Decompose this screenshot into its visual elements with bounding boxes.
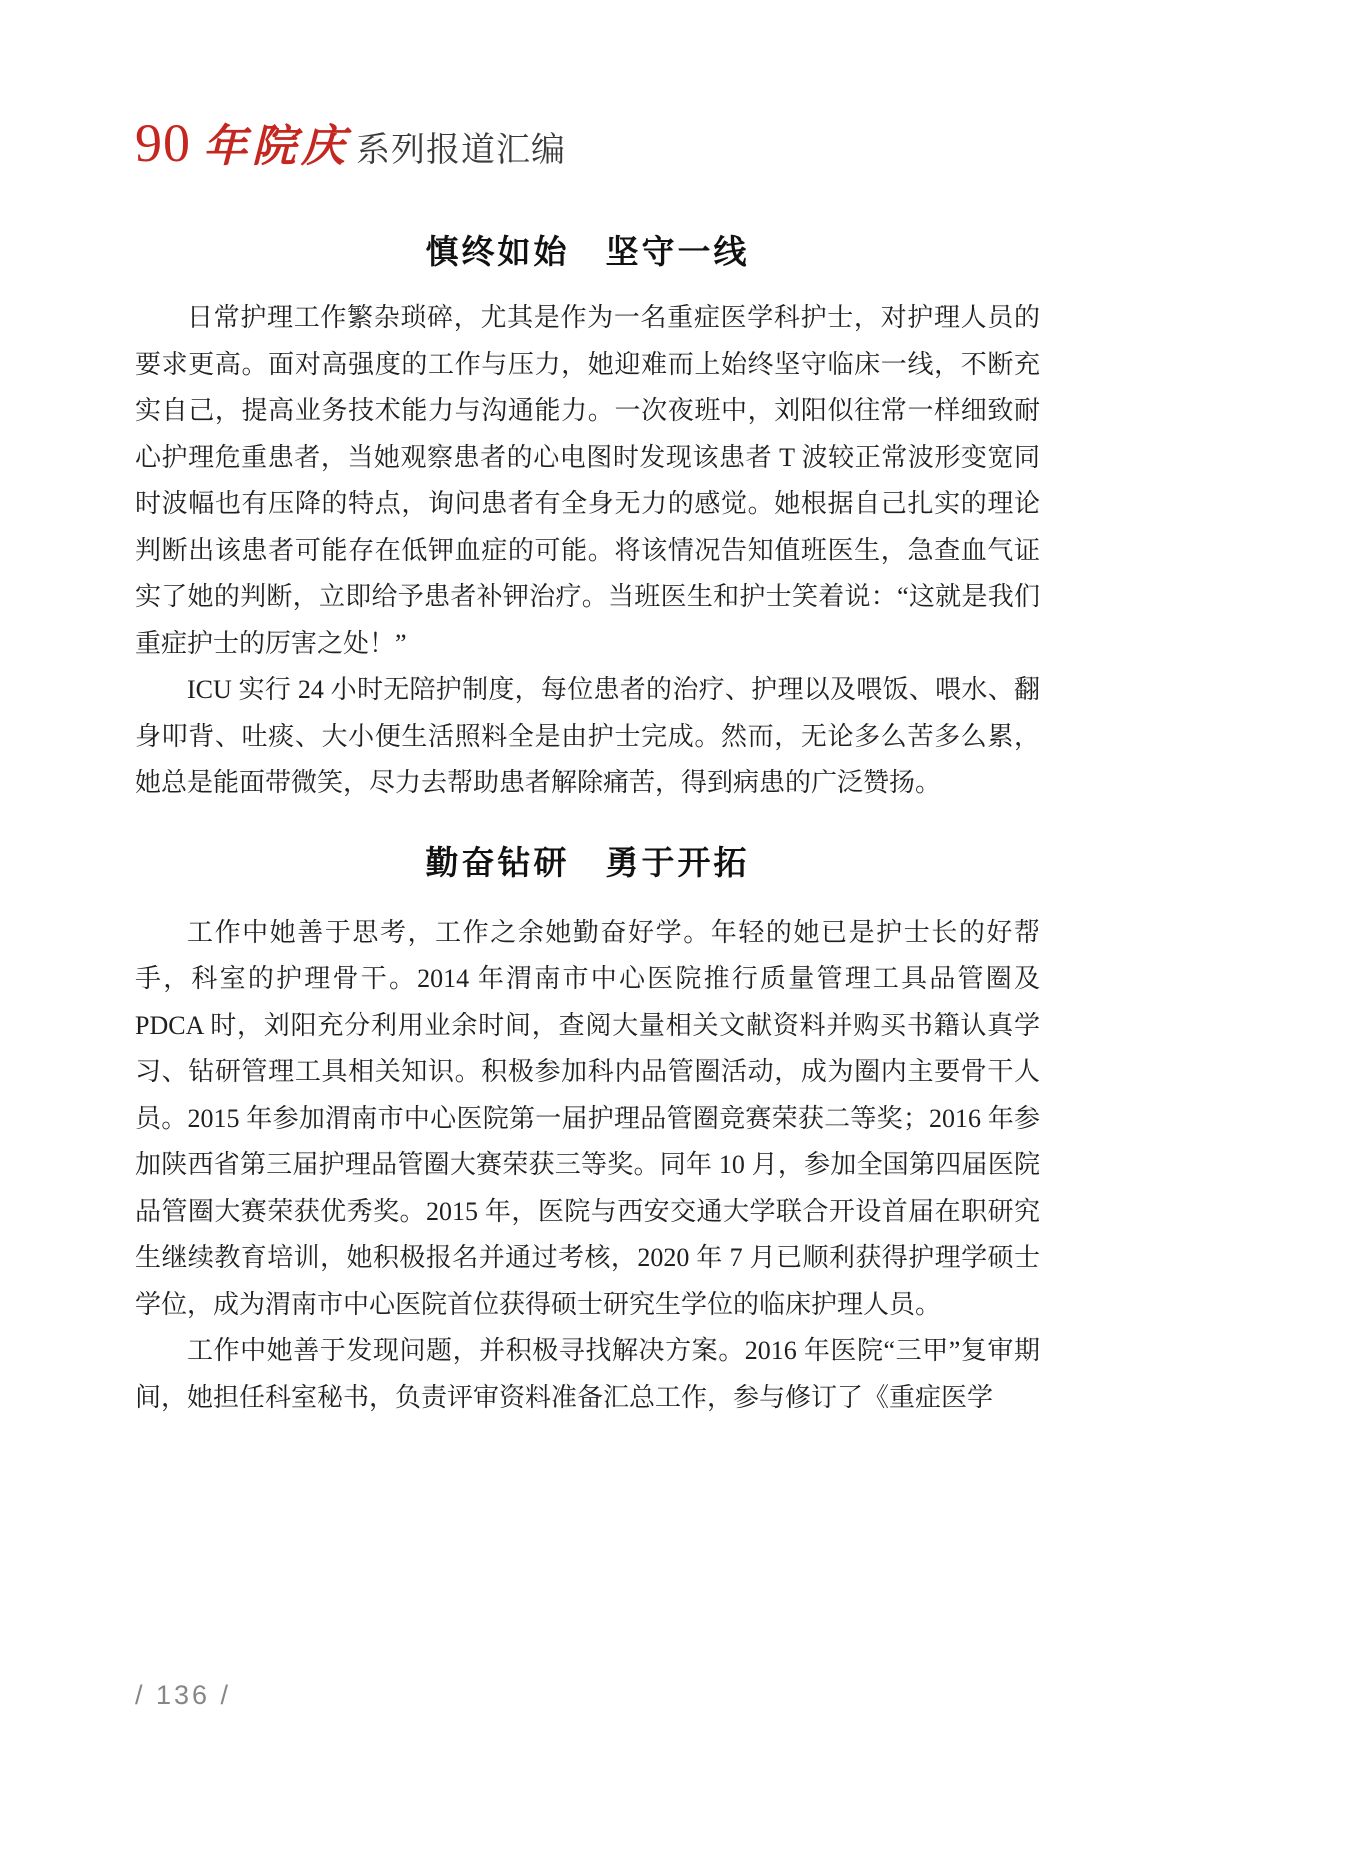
page-content: [135, 112, 1040, 1421]
brand-suffix-text: 系列报道汇编: [356, 131, 566, 169]
paragraph: 工作中她善于思考，工作之余她勤奋好学。年轻的她已是护士长的好帮手，科室的护理骨干。2014 年渭南市中心医院推行质量管理工具品管圈及 PDCA 时，刘阳充分利用业余时间，查阅大量相关文献资料并购买书籍认真学习、钻研管理工具相关知识。积极参加科内品管圈活动，成为圈内主要骨干人员。2015 年参加渭南市中心医院第一届护理品管圈竞赛荣获二等奖；2016 年参加陕西省第三届护理品管圈大赛荣获三等奖。同年 10 月，参加全国第四届医院品管圈大赛荣获优秀奖。2015 年，医院与西安交通大学联合开设首届在职研究生继续教育培训，她积极报名并通过考核，2020 年 7 月已顺利获得护理学硕士学位，成为渭南市中心医院首位获得硕士研究生学位的临床护理人员。: [135, 917, 1040, 1319]
paragraph: ICU 实行 24 小时无陪护制度，每位患者的治疗、护理以及喂饭、喂水、翻身叩背、吐痰、大小便生活照料全是由护士完成。然而，无论多么苦多么累，她总是能面带微笑，尽力去帮助患者解除痛苦，得到病患的广泛赞扬。: [135, 675, 1040, 797]
brand-number: 90: [135, 113, 191, 173]
section-title-1: 慎终如始 坚守一线: [425, 232, 750, 271]
section-title-2: 勤奋钻研 勇于开拓: [425, 842, 750, 882]
paragraph: 工作中她善于发现问题，并积极寻找解决方案。2016 年医院“三甲”复审期间，她担任科室秘书，负责评审资料准备汇总工作，参与修订了《重症医学: [135, 1336, 1040, 1412]
paragraph: 日常护理工作繁杂琐碎，尤其是作为一名重症医学科护士，对护理人员的要求更高。面对高强度的工作与压力，她迎难而上始终坚守临床一线，不断充实自己，提高业务技术能力与沟通能力。一次夜班中，刘阳似往常一样细致耐心护理危重患者，当她观察患者的心电图时发现该患者 T 波较正常波形变宽同时波幅也有压降的特点，询问患者有全身无力的感觉。她根据自己扎实的理论判断出该患者可能存在低钾血症的可能。将该情况告知值班医生，急查血气证实了她的判断，立即给予患者补钾治疗。当班医生和护士笑着说：“这就是我们重症护士的厉害之处！”: [135, 303, 1040, 658]
page-number: / 136 /: [135, 1680, 232, 1710]
book-header-logo: [135, 112, 1040, 174]
brand-calligraphy-text: 年院庆: [203, 121, 350, 172]
